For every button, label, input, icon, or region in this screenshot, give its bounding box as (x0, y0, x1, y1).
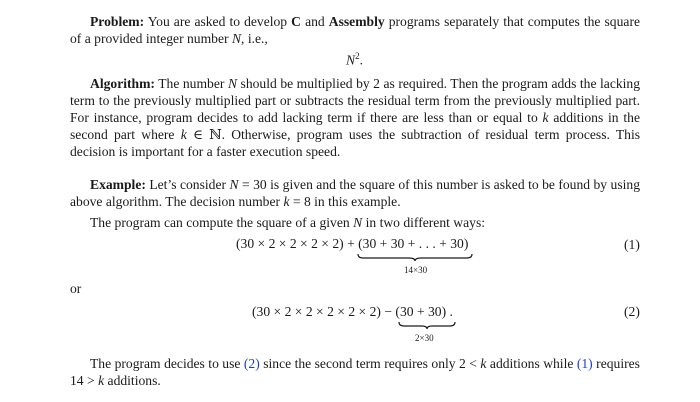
formula-exp: 2 (355, 51, 360, 61)
text: additions while (489, 356, 574, 371)
equation-brace-term: (30 + 30) (395, 304, 447, 319)
equation-number-2: (2) (624, 304, 640, 319)
text: above algorithm. The decision number (70, 194, 281, 209)
text: The program can compute the square of a given (90, 215, 350, 230)
text: = 8 in this example. (292, 194, 401, 209)
var-k: k (542, 110, 549, 125)
algorithm-line-5 (70, 144, 340, 160)
algorithm-line-4 (70, 127, 640, 143)
text: requires (596, 356, 640, 371)
text: programs separately that computes the square (388, 14, 640, 29)
text: You are asked to develop (147, 14, 288, 29)
algorithm-label: Algorithm: (90, 76, 155, 91)
var-n: N (227, 76, 238, 91)
var-k: k (480, 356, 487, 371)
equation-ref-1[interactable]: (1) (576, 356, 593, 371)
text: For instance, program decides to add lacking term if there are less than or equal to (70, 110, 538, 125)
text: decision is important for a faster execution speed. (70, 144, 341, 159)
example-line-1 (90, 177, 640, 193)
text: = 30 is given and the square of this number is asked to be found by using (242, 177, 641, 192)
text: additions. (107, 373, 161, 388)
example-line-2 (70, 194, 401, 210)
conclusion-line-1 (90, 356, 640, 372)
text: ∈ ℕ. Otherwise, program uses the subtraction of residual term process. This (192, 127, 641, 142)
text: second part where (70, 127, 175, 142)
text: should be multiplied by 2 as required. Then the program adds the lacking (240, 76, 641, 91)
text: in two different ways: (365, 215, 486, 230)
underbrace-2 (398, 321, 456, 330)
equation-2 (252, 304, 453, 320)
equation-left-term: (30 × 2 × 2 × 2 × 2) + (236, 236, 359, 251)
text: additions in the (553, 110, 640, 125)
text: The number (158, 76, 225, 91)
algorithm-line-2 (70, 93, 640, 109)
var-k: k (180, 127, 187, 142)
text: Let’s consider (149, 177, 227, 192)
var-n: N (229, 177, 239, 192)
equation-1 (236, 236, 468, 252)
underbrace-label-2: 2×30 (415, 333, 434, 343)
problem-formula (346, 48, 363, 69)
equation-number-1: (1) (624, 237, 640, 252)
text: The program decides to use (90, 356, 241, 371)
conclusion-line-2 (70, 373, 161, 389)
text: since the second term requires only 2 < (263, 356, 477, 371)
example-label: Example: (90, 177, 146, 192)
text: , i.e., (241, 31, 268, 46)
text: . (359, 52, 363, 68)
formula-base: N (346, 52, 356, 68)
text: . (446, 304, 453, 319)
var-k: k (283, 194, 290, 209)
text: term to the previously multiplied part or subtracts the residual term from the previously multiplied part. (70, 93, 640, 108)
lang-c: C (291, 14, 301, 29)
or-label: or (70, 281, 82, 296)
algorithm-line-1 (90, 76, 640, 92)
text: 14 > (70, 373, 95, 388)
problem-line-1 (90, 14, 640, 30)
text: of a provided integer number (70, 31, 229, 46)
var-k: k (98, 373, 105, 388)
equation-left-term: (30 × 2 × 2 × 2 × 2 × 2) − (252, 304, 396, 319)
var-n: N (231, 31, 242, 46)
var-n: N (353, 215, 363, 230)
underbrace-1 (357, 253, 473, 262)
equation-ref-2[interactable]: (2) (243, 356, 260, 371)
lang-assembly: Assembly (328, 14, 385, 29)
algorithm-line-3 (70, 110, 640, 126)
underbrace-label-1: 14×30 (404, 265, 428, 275)
problem-line-2 (70, 31, 268, 47)
text: and (305, 14, 325, 29)
problem-label: Problem: (90, 14, 145, 29)
example-line-3 (90, 215, 485, 231)
equation-brace-term: (30 + 30 + . . . + 30) (358, 236, 469, 251)
